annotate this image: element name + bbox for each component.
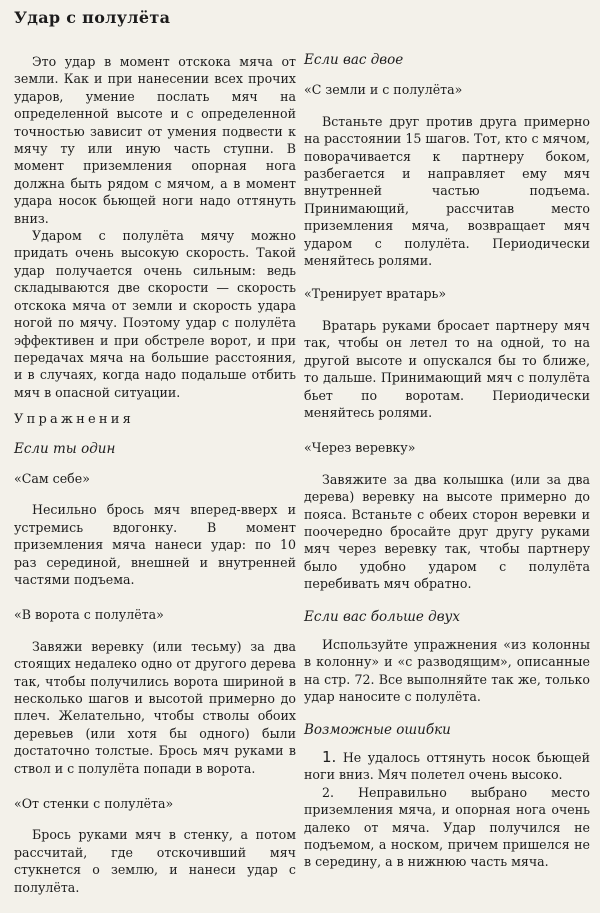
- exercise-title-cherez-verevku: «Через веревку»: [304, 440, 416, 456]
- more-heading: Если вас больше двух: [304, 608, 460, 625]
- exercise-title-sam-sebe: «Сам себе»: [14, 470, 90, 486]
- page-title: Удар с полулёта: [14, 8, 171, 27]
- exercise-title-v-vorota: «В ворота с полулёта»: [14, 607, 164, 623]
- exercise-text-cherez-verevku: Завяжите за два колышка (или за два дерева) веревку на высоте примерно до пояса. Встаньте с обеих сторон веревки и поочередно бросайте друг другу руками мяч через веревку так, чтобы партнеру было удобно ударом с полулёта перебивать мяч обратно.: [304, 471, 590, 592]
- alone-heading: Если ты один: [14, 440, 116, 457]
- exercise-text-s-zemli: Встаньте друг против друга примерно на расстоянии 15 шагов. Тот, кто с мячом, поворачивается к партнеру боком, разбегается и направляет ему мяч внутренней частью подъема. Принимающий, рассчитав место приземления мяча, возвращает мяч ударом с полулёта. Периодически меняйтесь ролями.: [304, 113, 590, 269]
- exercise-text-sam-sebe: Несильно брось мяч вперед-вверх и устремись вдогонку. В момент приземления мяча нанеси удар: по 10 раз серединой, внешней и внутренней частями подъема.: [14, 502, 296, 587]
- speed-paragraph: Ударом с полулёта мячу можно придать очень высокую скорость. Такой удар получается очень сильным: ведь складываются две скорости — скорость отскока мяча от земли и скорость удара ногой по мячу. Поэтому удар с полулёта эффективен и при обстреле ворот, и при передачах мяча на большие расстояния, и в случаях, когда надо подальше отбить мяч в опасной ситуации.: [14, 228, 296, 400]
- two-heading: Если вас двое: [304, 52, 404, 68]
- left-column: [14, 53, 296, 896]
- error-1-text: Не удалось оттянуть носок бьющей ноги вниз. Мяч полетел очень высоко.: [304, 750, 590, 783]
- error-item-2: 2. Неправильно выбрано место приземления мяча, и опорная нога очень далеко от мяча. Удар получился не подъемом, а носком, причем пришелся не в середину, а в нижнюю часть мяча.: [304, 784, 590, 870]
- exercises-heading: Упражнения: [14, 412, 134, 428]
- more-text: Используйте упражнения «из колонны в колонну» и «с разводящим», описанные на стр. 72. Все выполняйте так же, только удар наносите с полулёта.: [304, 636, 590, 705]
- error-1-number: 1.: [322, 748, 337, 766]
- error-item-1: [304, 749, 590, 784]
- intro-paragraph: Это удар в момент отскока мяча от земли. Как и при нанесении всех прочих ударов, умение послать мяч на определенной высоте и с определенной точностью зависит от умения подвести к мячу ту или иную часть ступни. В момент приземления опорная нога должна быть рядом с мячом, а в момент удара носок бьющей ноги надо оттянуть вниз.: [14, 54, 296, 226]
- exercise-title-ot-stenki: «От стенки с полулёта»: [14, 796, 174, 812]
- right-column: [304, 52, 590, 871]
- exercise-text-v-vorota: Завяжи веревку (или тесьму) за два стоящих недалеко одно от другого дерева так, чтобы получились ворота шириной в несколько шагов и высотой примерно до плеч. Желательно, чтобы стволы обоих деревьев (или хотя бы одного) были достаточно толстые. Брось мяч руками в ствол и с полулёта попади в ворота.: [14, 638, 296, 776]
- exercise-title-s-zemli: «С земли и с полулёта»: [304, 82, 463, 98]
- exercise-text-treniruet-vratar: Вратарь руками бросает партнеру мяч так, чтобы он летел то на одной, то на другой высоте и опускался бы то ближе, то дальше. Принимающий мяч с полулёта бьет по воротам. Периодически меняйтесь ролями.: [304, 317, 590, 420]
- errors-heading: Возможные ошибки: [304, 721, 451, 738]
- exercise-title-treniruet-vratar: «Тренирует вратарь»: [304, 286, 447, 302]
- exercise-text-ot-stenki: Брось руками мяч в стенку, а потом рассчитай, где отскочивший мяч стукнется о землю, и нанеси удар с полулёта.: [14, 827, 296, 895]
